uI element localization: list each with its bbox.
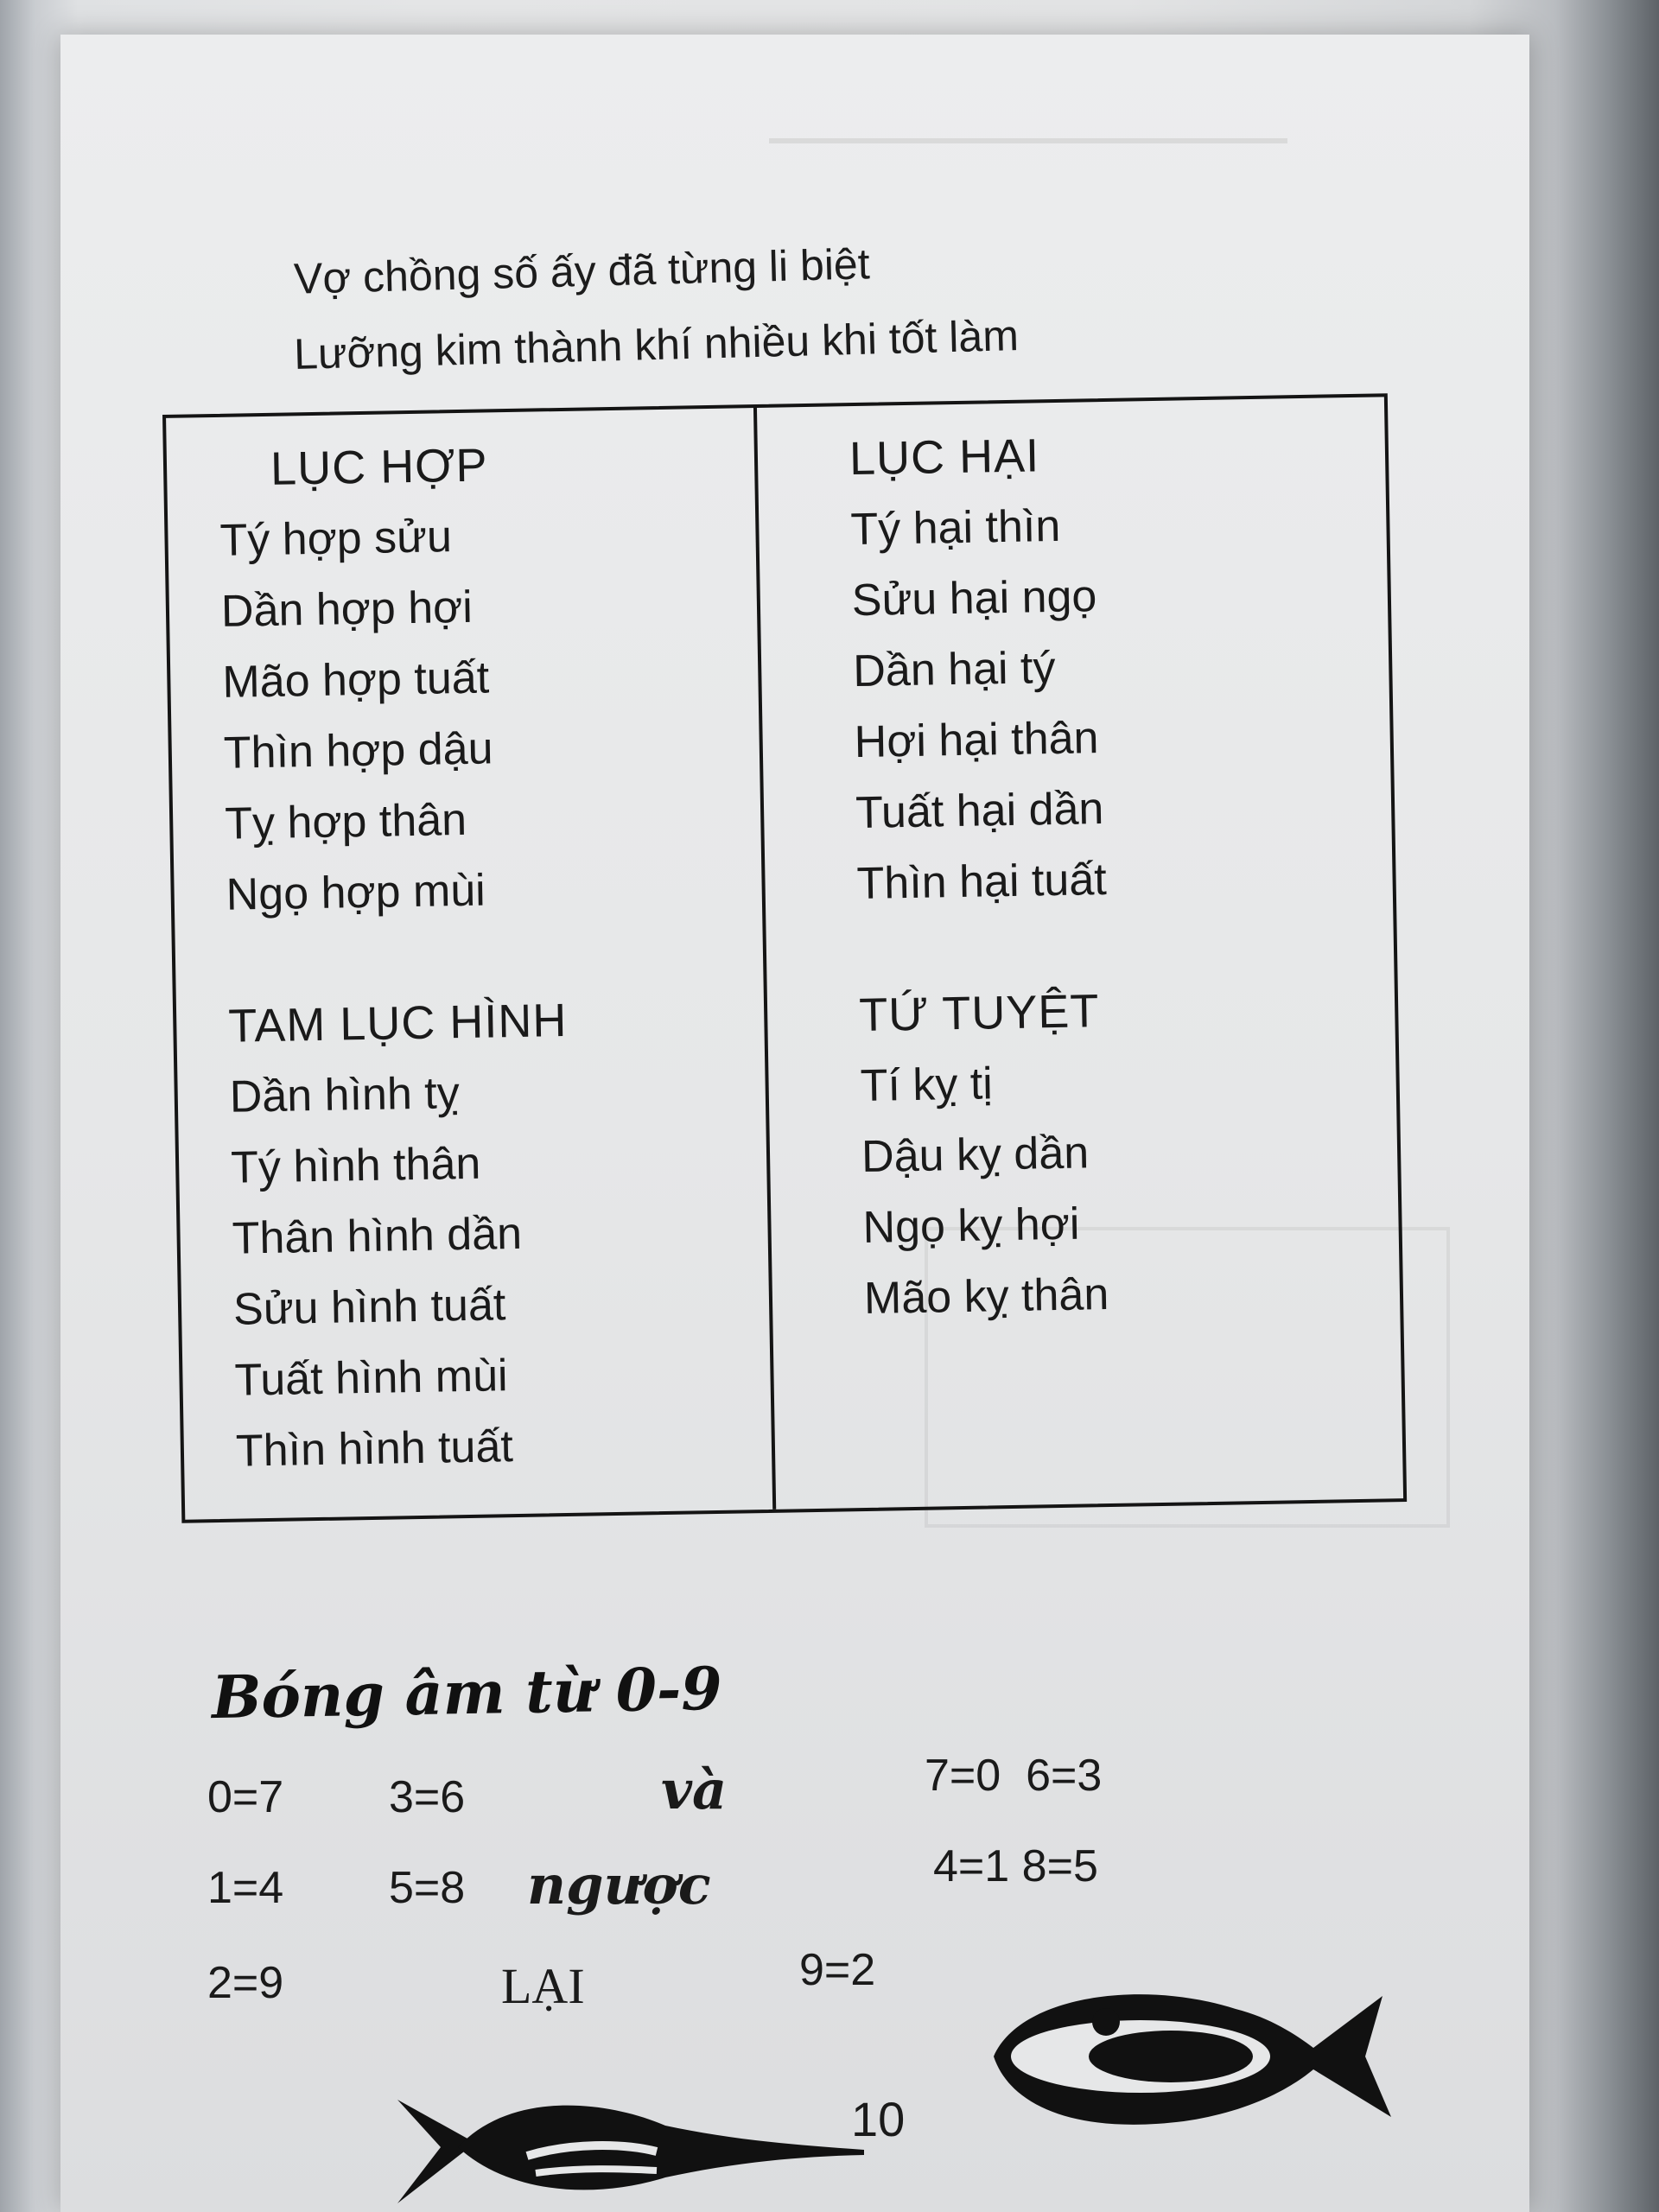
page-number: 10: [851, 2092, 906, 2146]
list-item: Mão kỵ thân: [863, 1269, 1109, 1324]
bleed-through-mark: [769, 138, 1287, 195]
pair-7-0-6-3: 7=0 6=3: [925, 1751, 1103, 1801]
list-item: Thân hình dần: [232, 1208, 523, 1264]
list-item: Tí kỵ tị: [860, 1058, 994, 1112]
list-item: Hợi hại thân: [854, 713, 1099, 768]
heading-tu-tuyet: TỨ TUYỆT: [858, 985, 1100, 1042]
pair-0-7: 0=7: [207, 1772, 284, 1822]
list-item: Sửu hại ngọ: [851, 571, 1097, 626]
bong-am-title: Bóng âm từ 0-9: [211, 1654, 723, 1733]
pair-2-9: 2=9: [207, 1958, 284, 2008]
list-item: Thìn hợp dậu: [223, 723, 493, 779]
connector-lai: LẠI: [501, 1958, 585, 2014]
pair-3-6: 3=6: [389, 1772, 466, 1822]
list-item: Sửu hình tuất: [232, 1280, 506, 1335]
fish-left-icon: [380, 2074, 881, 2212]
list-item: Mão hợp tuất: [221, 652, 490, 708]
left-column: [218, 429, 575, 1487]
list-item: Dần hợp hợi: [220, 582, 474, 637]
list-item: Tý hình thân: [230, 1138, 481, 1193]
list-item: Tý hại thìn: [849, 500, 1061, 556]
heading-luc-hai: LỤC HẠI: [849, 429, 1040, 486]
fish-right-icon: [968, 1970, 1417, 2143]
table-divider: [753, 408, 776, 1510]
list-item: Tuất hình mùi: [234, 1351, 508, 1406]
book-page: [60, 35, 1529, 2212]
verse-line-2: Lưỡng kim thành khí nhiều khi tốt làm: [293, 311, 1020, 378]
verse-line-1: Vợ chồng số ấy đã từng li biệt: [293, 239, 871, 303]
pair-5-8: 5=8: [389, 1863, 466, 1913]
list-item: Tuất hại dần: [855, 784, 1104, 839]
pair-1-4: 1=4: [207, 1863, 284, 1913]
list-item: Thìn hình tuất: [235, 1421, 514, 1477]
list-item: Dậu kỵ dần: [861, 1128, 1090, 1183]
pair-4-1-8-5: 4=1 8=5: [933, 1841, 1098, 1891]
list-item: Thìn hại tuất: [856, 855, 1108, 910]
list-item: Dần hại tý: [852, 643, 1056, 697]
list-item: Dần hình tỵ: [229, 1068, 461, 1122]
connector-nguoc: ngược: [527, 1853, 711, 1916]
pair-9-2: 9=2: [799, 1945, 876, 1995]
heading-tam-luc-hinh: TAM LỤC HÌNH: [227, 994, 568, 1052]
connector-va: và: [661, 1758, 728, 1821]
list-item: Ngọ kỵ hợi: [862, 1198, 1080, 1253]
heading-luc-hop: LỤC HỢP: [270, 439, 488, 495]
zodiac-relations-table: [162, 393, 1407, 1523]
list-item: Tỵ hợp thân: [224, 794, 467, 849]
list-item: Ngọ hợp mùi: [226, 865, 486, 920]
list-item: Tý hợp sửu: [219, 512, 453, 566]
right-column: [849, 419, 1114, 1334]
